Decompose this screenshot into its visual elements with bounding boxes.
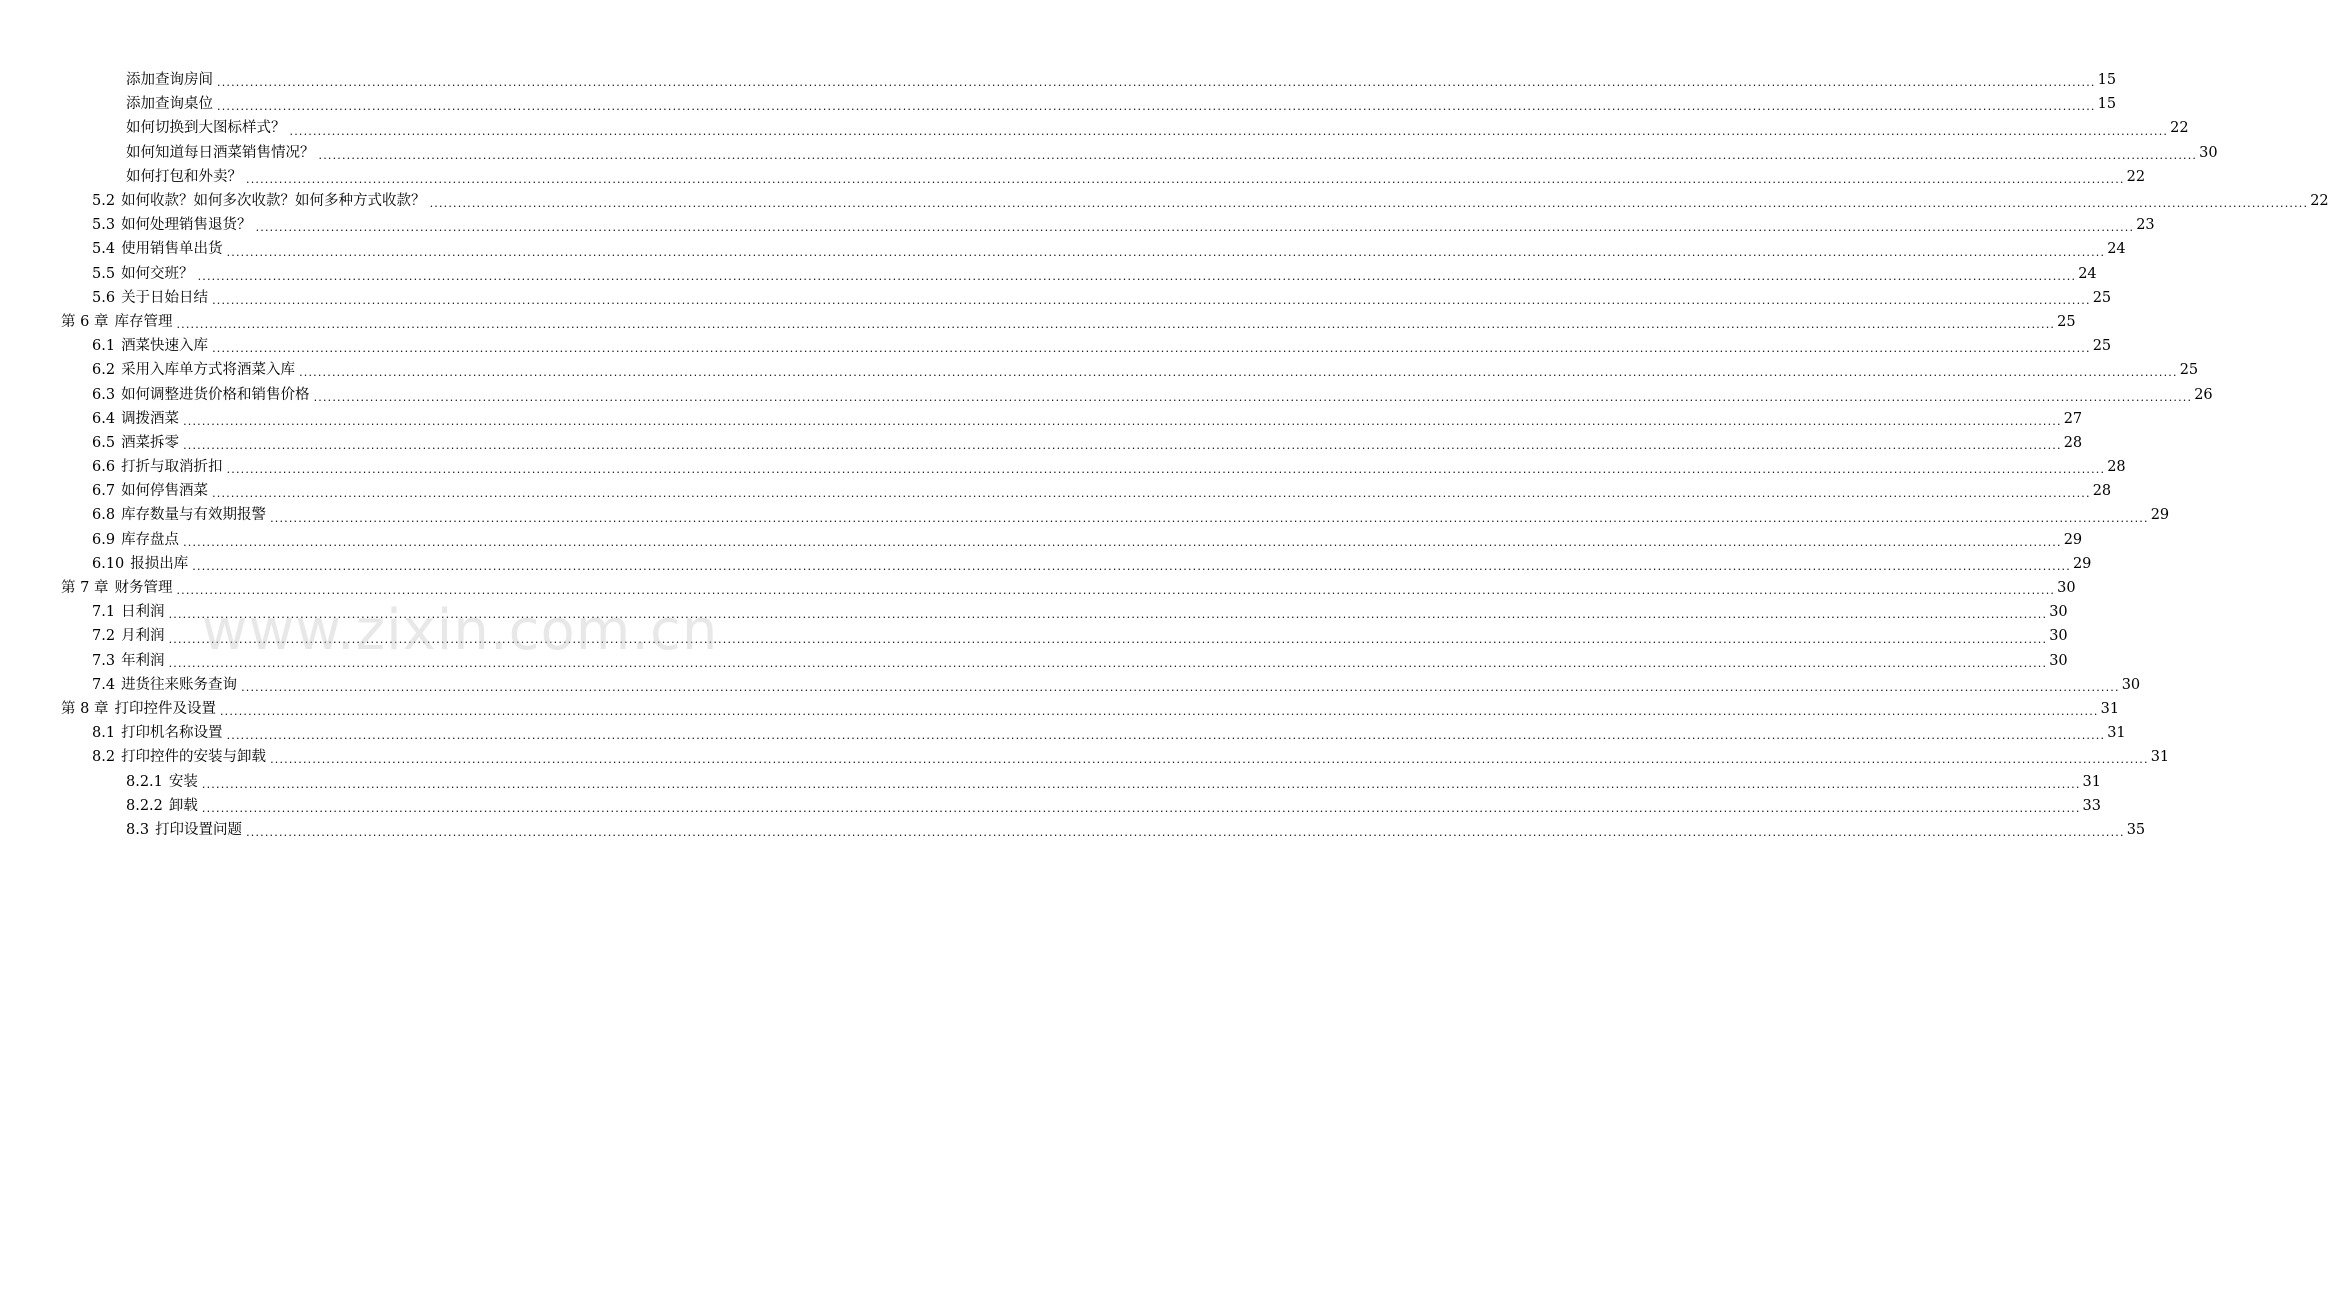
toc-entry[interactable] xyxy=(0,334,2112,358)
toc-entry[interactable] xyxy=(0,673,2141,697)
toc-entry-title: 月利润 xyxy=(121,628,165,645)
toc-entry[interactable] xyxy=(0,818,2146,842)
toc-entry-title: 酒菜拆零 xyxy=(121,434,180,451)
toc-entry-title: 卸载 xyxy=(168,797,198,814)
toc-page-number: 29 xyxy=(2063,531,2083,548)
toc-entry[interactable] xyxy=(0,237,2126,261)
toc-page-number: 22 xyxy=(2126,168,2146,185)
toc-dot-leader: ................................................................................................................................................................................................................................................................................................................................................................................................................ xyxy=(226,463,2106,477)
toc-entry-number: 第 7 章 xyxy=(61,580,109,597)
toc-entry-title: 库存数量与有效期报警 xyxy=(121,507,267,524)
toc-entry-title: 进货往来账务查询 xyxy=(121,676,238,693)
toc-page-number: 33 xyxy=(2082,797,2101,814)
toc-page-number: 15 xyxy=(2097,72,2117,89)
toc-entry-title: 采用入库单方式将酒菜入库 xyxy=(121,362,296,379)
toc-page-number: 22 xyxy=(2310,193,2329,210)
toc-entry[interactable] xyxy=(0,407,2083,431)
toc-dot-leader: ................................................................................................................................................................................................................................................................................................................................................................................................................ xyxy=(183,439,2062,452)
toc-dot-leader: ................................................................................................................................................................................................................................................................................................................................................................................................................ xyxy=(183,414,2062,428)
toc-page-number: 15 xyxy=(2097,96,2117,113)
toc-entry-number: 6.8 xyxy=(92,507,116,524)
toc-page-number: 28 xyxy=(2092,483,2112,500)
toc-page-number: 25 xyxy=(2179,362,2199,379)
toc-entry-title: 打折与取消折扣 xyxy=(121,459,223,476)
toc-entry-number: 6.1 xyxy=(92,338,116,355)
toc-entry-number: 6.4 xyxy=(92,410,116,427)
toc-entry-title: 如何停售酒菜 xyxy=(121,483,209,500)
toc-entry-title: 打印机名称设置 xyxy=(121,725,223,742)
toc-entry-number: 8.2.1 xyxy=(126,773,163,790)
toc-page-number: 29 xyxy=(2150,507,2170,524)
toc-entry[interactable] xyxy=(0,286,2112,310)
toc-entry-number: 6.9 xyxy=(92,531,116,548)
toc-entry[interactable] xyxy=(0,310,2076,334)
toc-entry-title: 调拨酒菜 xyxy=(121,410,180,427)
toc-dot-leader: ................................................................................................................................................................................................................................................................................................................................................................................................................ xyxy=(299,366,2178,380)
toc-entry-title: 打印设置问题 xyxy=(155,821,243,838)
toc-page-number: 27 xyxy=(2063,410,2083,427)
toc-entry[interactable] xyxy=(0,92,2117,116)
toc-entry-number: 5.2 xyxy=(92,193,116,210)
toc-entry-number: 7.4 xyxy=(92,676,116,693)
toc-page-number: 30 xyxy=(2199,144,2218,161)
toc-entry[interactable] xyxy=(0,649,2068,673)
toc-entry-number: 6.7 xyxy=(92,483,116,500)
toc-entry[interactable] xyxy=(0,262,2097,286)
toc-entry-number: 8.2 xyxy=(92,749,116,766)
toc-entry-number: 7.2 xyxy=(92,628,116,645)
toc-entry[interactable] xyxy=(0,528,2083,552)
toc-entry[interactable] xyxy=(0,431,2083,455)
toc-entry-title: 添加查询桌位 xyxy=(126,96,213,113)
toc-page-number: 28 xyxy=(2063,434,2083,451)
toc-page-number: 35 xyxy=(2126,821,2146,838)
toc-entry-number: 8.3 xyxy=(126,821,150,838)
toc-dot-leader: ................................................................................................................................................................................................................................................................................................................................................................................................................ xyxy=(246,172,2125,186)
toc-entry-number: 第 6 章 xyxy=(61,313,109,330)
toc-entry[interactable] xyxy=(0,479,2112,503)
toc-dot-leader: ................................................................................................................................................................................................................................................................................................................................................................................................................ xyxy=(192,559,2071,573)
toc-page-number: 31 xyxy=(2150,749,2170,766)
toc-entry-number: 8.2.2 xyxy=(126,797,163,814)
toc-dot-leader: ................................................................................................................................................................................................................................................................................................................................................................................................................ xyxy=(183,535,2062,549)
toc-entry[interactable] xyxy=(0,455,2126,479)
toc-entry[interactable] xyxy=(0,68,2117,92)
toc-page-number: 25 xyxy=(2057,313,2076,330)
toc-entry-title: 库存管理 xyxy=(114,313,173,330)
toc-page-number: 31 xyxy=(2100,700,2120,717)
toc-entry-number: 7.1 xyxy=(92,604,116,621)
watermark-text: www.zixin.com.cn xyxy=(201,598,719,663)
toc-dot-leader: ................................................................................................................................................................................................................................................................................................................................................................................................................ xyxy=(176,584,2056,598)
toc-entry-number: 6.10 xyxy=(92,555,125,572)
toc-entry-number: 5.3 xyxy=(92,217,116,234)
toc-dot-leader: ................................................................................................................................................................................................................................................................................................................................................................................................................ xyxy=(197,269,2077,283)
toc-page-number: 30 xyxy=(2049,604,2068,621)
toc-page-number: 24 xyxy=(2078,265,2097,282)
toc-entry-title: 如何交班？ xyxy=(121,265,194,282)
toc-entry-title: 报损出库 xyxy=(130,555,189,572)
toc-page-number: 22 xyxy=(2170,120,2189,137)
toc-entry[interactable] xyxy=(0,721,2126,745)
toc-dot-leader: ................................................................................................................................................................................................................................................................................................................................................................................................................ xyxy=(176,318,2056,332)
toc-entry[interactable] xyxy=(0,141,2218,165)
toc-dot-leader: ................................................................................................................................................................................................................................................................................................................................................................................................................ xyxy=(212,487,2091,501)
toc-entry[interactable] xyxy=(0,624,2068,648)
toc-dot-leader: ................................................................................................................................................................................................................................................................................................................................................................................................................ xyxy=(168,656,2048,670)
toc-entry[interactable] xyxy=(0,745,2170,769)
toc-entry[interactable] xyxy=(0,165,2146,189)
toc-entry-title: 添加查询房间 xyxy=(126,72,213,89)
toc-entry[interactable] xyxy=(0,794,2101,818)
toc-dot-leader: ................................................................................................................................................................................................................................................................................................................................................................................................................ xyxy=(201,777,2081,791)
toc-dot-leader: ................................................................................................................................................................................................................................................................................................................................................................................................................ xyxy=(226,245,2106,259)
table-of-contents xyxy=(0,68,2329,842)
toc-page-number: 30 xyxy=(2049,652,2068,669)
toc-entry-number: 8.1 xyxy=(92,725,116,742)
toc-dot-leader: ................................................................................................................................................................................................................................................................................................................................................................................................................ xyxy=(318,148,2198,162)
toc-dot-leader: ................................................................................................................................................................................................................................................................................................................................................................................................................ xyxy=(255,221,2135,235)
toc-entry[interactable] xyxy=(0,769,2101,793)
toc-entry-number: 6.6 xyxy=(92,459,116,476)
toc-entry[interactable] xyxy=(0,600,2068,624)
toc-entry[interactable] xyxy=(0,358,2199,382)
toc-entry-title: 关于日始日结 xyxy=(121,289,209,306)
toc-dot-leader: ................................................................................................................................................................................................................................................................................................................................................................................................................ xyxy=(168,608,2048,622)
toc-dot-leader: ................................................................................................................................................................................................................................................................................................................................................................................................................ xyxy=(219,705,2099,719)
toc-page-number: 25 xyxy=(2092,338,2112,355)
toc-dot-leader: ................................................................................................................................................................................................................................................................................................................................................................................................................ xyxy=(212,342,2091,356)
toc-entry-number: 5.4 xyxy=(92,241,116,258)
toc-entry[interactable] xyxy=(0,576,2076,600)
toc-dot-leader: ................................................................................................................................................................................................................................................................................................................................................................................................................ xyxy=(289,124,2169,138)
toc-page-number: 24 xyxy=(2107,241,2126,258)
toc-entry-title: 如何调整进货价格和销售价格 xyxy=(121,386,310,403)
toc-entry-number: 第 8 章 xyxy=(61,700,109,717)
toc-page-number: 30 xyxy=(2049,628,2068,645)
toc-dot-leader: ................................................................................................................................................................................................................................................................................................................................................................................................................ xyxy=(270,753,2149,767)
toc-dot-leader: ................................................................................................................................................................................................................................................................................................................................................................................................................ xyxy=(241,680,2120,694)
toc-entry-title: 酒菜快速入库 xyxy=(121,338,209,355)
toc-entry-number: 5.6 xyxy=(92,289,116,306)
toc-page-number: 31 xyxy=(2107,725,2126,742)
toc-page-number: 28 xyxy=(2107,459,2126,476)
toc-entry[interactable] xyxy=(0,189,2329,213)
toc-entry[interactable] xyxy=(0,697,2120,721)
toc-entry-number: 6.5 xyxy=(92,434,116,451)
toc-dot-leader: ................................................................................................................................................................................................................................................................................................................................................................................................................ xyxy=(212,293,2091,307)
toc-entry-number: 7.3 xyxy=(92,652,116,669)
toc-dot-leader: ................................................................................................................................................................................................................................................................................................................................................................................................................ xyxy=(226,729,2106,743)
toc-entry-title: 使用销售单出货 xyxy=(121,241,223,258)
toc-entry-title: 如何知道每日酒菜销售情况？ xyxy=(126,144,315,161)
toc-entry[interactable] xyxy=(0,116,2189,140)
toc-page-number: 26 xyxy=(2194,386,2213,403)
toc-entry-title: 如何处理销售退货？ xyxy=(121,217,252,234)
toc-page-number: 31 xyxy=(2082,773,2101,790)
toc-dot-leader: ................................................................................................................................................................................................................................................................................................................................................................................................................ xyxy=(217,100,2096,114)
toc-entry-title: 打印控件及设置 xyxy=(114,700,216,717)
toc-entry-title: 如何打包和外卖？ xyxy=(126,168,242,185)
toc-entry-number: 5.5 xyxy=(92,265,116,282)
toc-entry[interactable] xyxy=(0,213,2155,237)
toc-entry-title: 如何收款？如何多次收款？如何多种方式收款？ xyxy=(121,193,426,210)
toc-page-number: 29 xyxy=(2072,555,2092,572)
toc-entry-title: 日利润 xyxy=(121,604,165,621)
toc-dot-leader: ................................................................................................................................................................................................................................................................................................................................................................................................................ xyxy=(217,76,2096,90)
toc-entry-title: 打印控件的安装与卸载 xyxy=(121,749,267,766)
toc-dot-leader: ................................................................................................................................................................................................................................................................................................................................................................................................................ xyxy=(246,826,2125,839)
toc-entry-number: 6.3 xyxy=(92,386,116,403)
toc-entry-title: 年利润 xyxy=(121,652,165,669)
toc-dot-leader: ................................................................................................................................................................................................................................................................................................................................................................................................................ xyxy=(168,632,2048,646)
toc-entry[interactable] xyxy=(0,503,2170,527)
toc-entry-title: 安装 xyxy=(168,773,198,790)
toc-dot-leader: ................................................................................................................................................................................................................................................................................................................................................................................................................ xyxy=(429,197,2309,211)
toc-entry-title: 如何切换到大图标样式？ xyxy=(126,120,286,137)
toc-entry[interactable] xyxy=(0,552,2092,576)
toc-entry-title: 库存盘点 xyxy=(121,531,180,548)
toc-entry-title: 财务管理 xyxy=(114,580,173,597)
toc-dot-leader: ................................................................................................................................................................................................................................................................................................................................................................................................................ xyxy=(313,390,2193,404)
toc-page-number: 30 xyxy=(2121,676,2141,693)
toc-page-number: 23 xyxy=(2136,217,2155,234)
toc-entry-number: 6.2 xyxy=(92,362,116,379)
toc-page-number: 25 xyxy=(2092,289,2112,306)
toc-page-number: 30 xyxy=(2057,580,2076,597)
toc-dot-leader: ................................................................................................................................................................................................................................................................................................................................................................................................................ xyxy=(201,801,2081,815)
toc-dot-leader: ................................................................................................................................................................................................................................................................................................................................................................................................................ xyxy=(270,511,2149,525)
toc-entry[interactable] xyxy=(0,382,2213,406)
